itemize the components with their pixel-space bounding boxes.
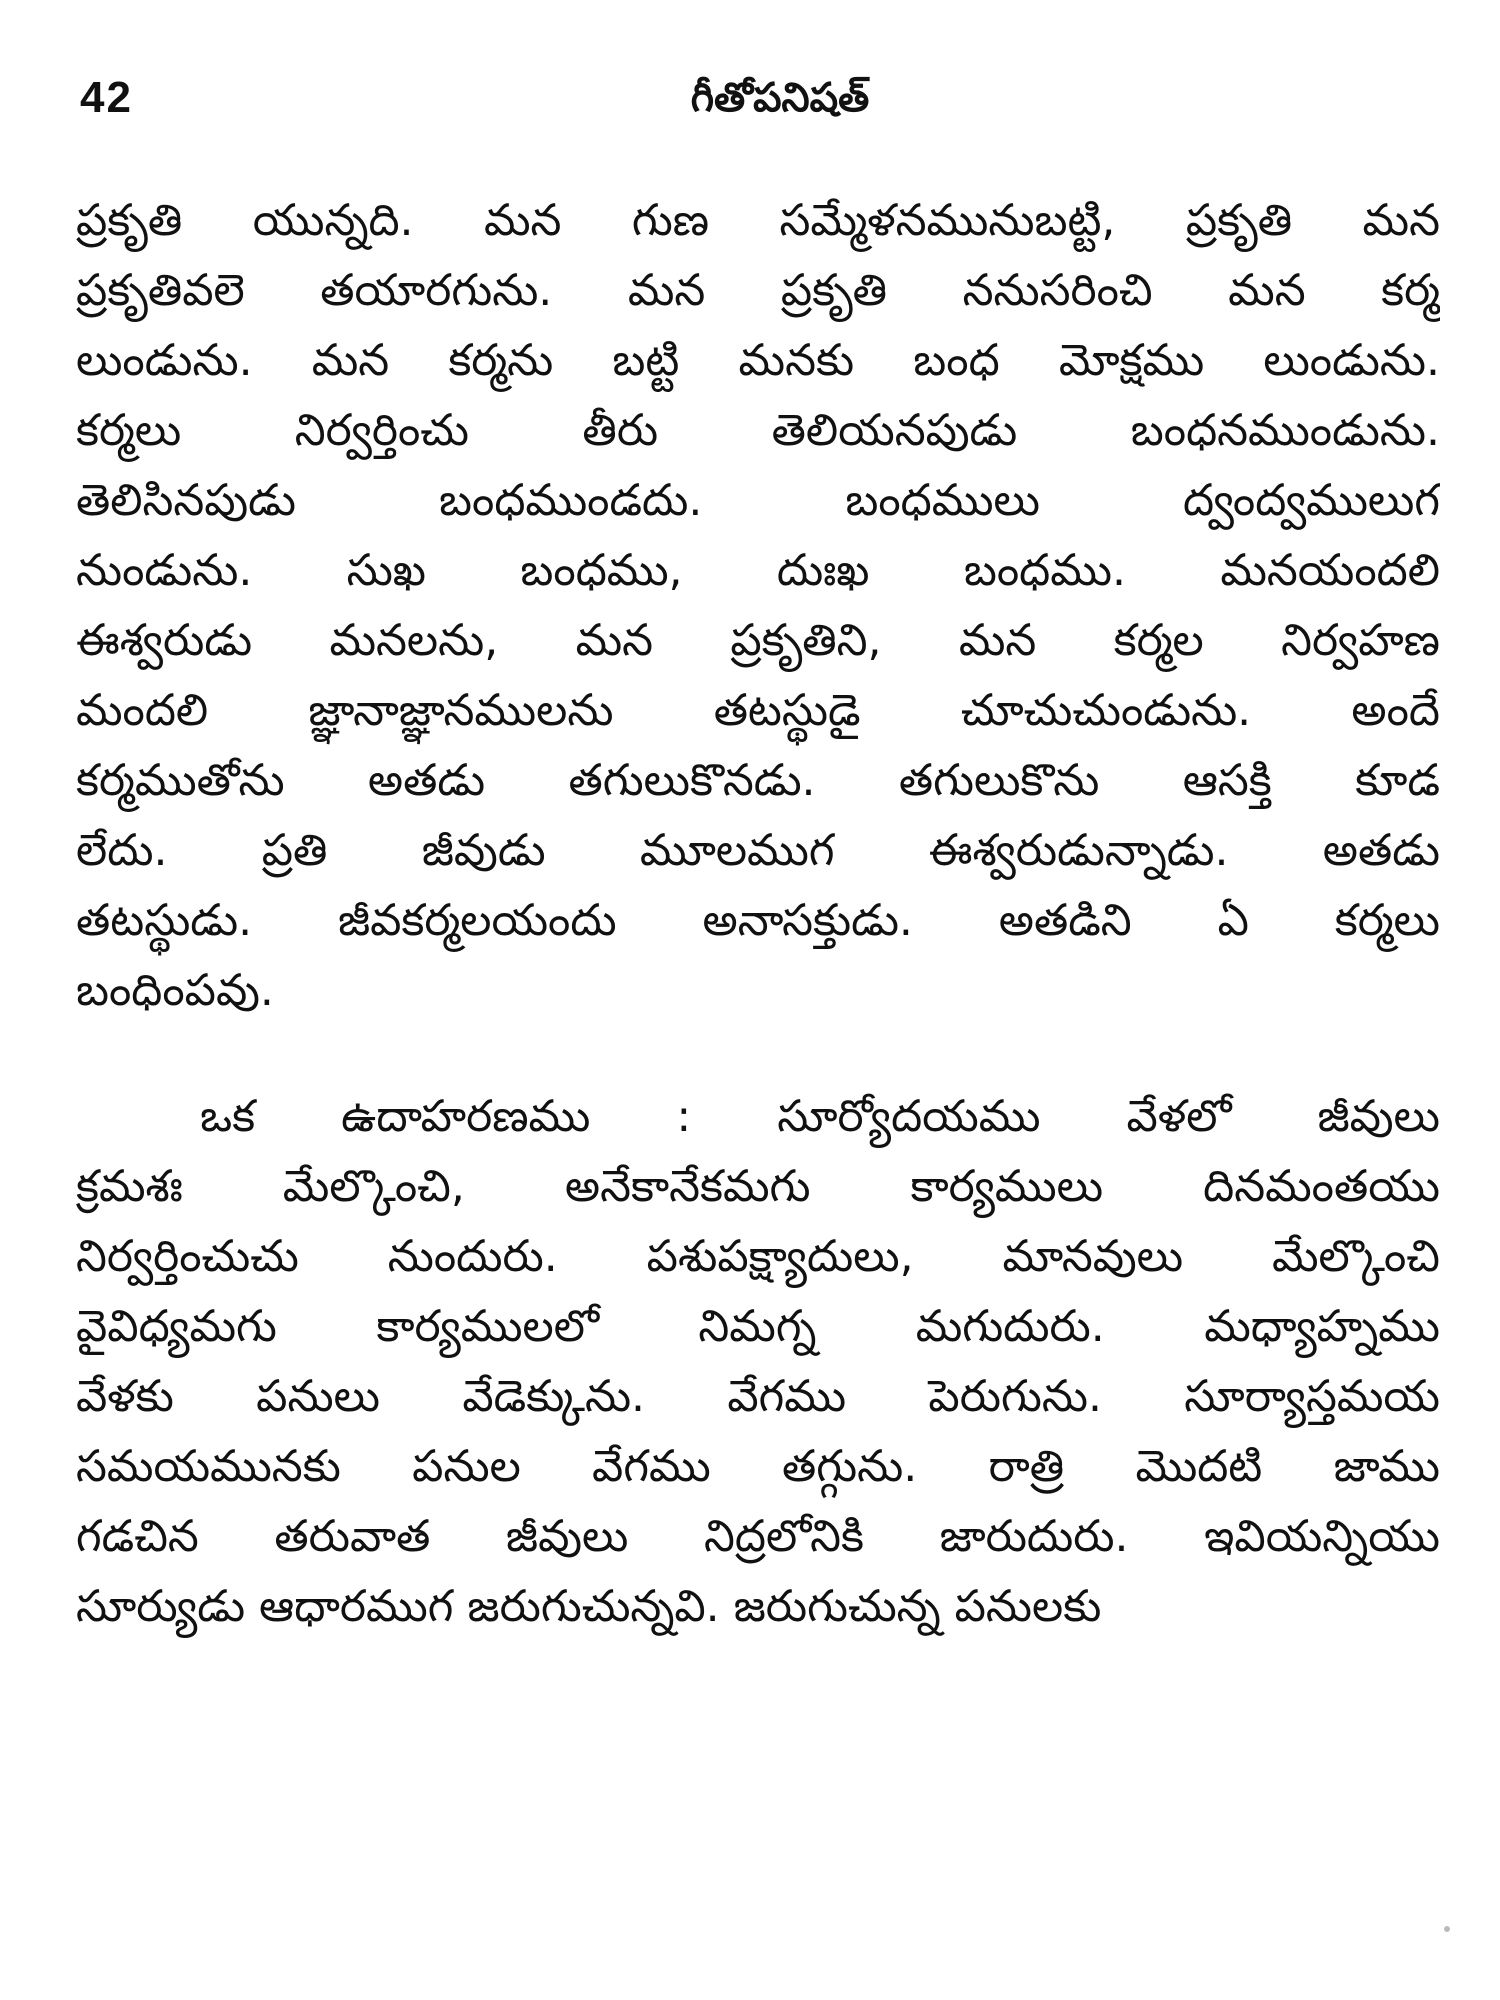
paragraph-2 (76, 1082, 1440, 1642)
page-header (80, 68, 1440, 128)
running-title: గీతోపనిషత్ (690, 75, 870, 121)
paragraph-1 (76, 186, 1440, 1026)
text-line: ప్రకృతివలె తయారగును. మన ప్రకృతి ననుసరించి మన కర్మ (76, 265, 1440, 316)
text-line: ప్రకృతి యున్నది. మన గుణ సమ్మేళనమునుబట్టి, ప్రకృతి మన (76, 195, 1440, 246)
text-line: గడచిన తరువాత జీవులు నిద్రలోనికి జారుదురు. ఇవియన్నియు (76, 1511, 1440, 1562)
text-line: మందలి జ్ఞానాజ్ఞానములను తటస్థుడై చూచుచుండును. అందే (76, 685, 1440, 736)
text-line: సమయమునకు పనుల వేగము తగ్గును. రాత్రి మొదటి జాము (76, 1441, 1440, 1492)
text-line: బంధింపవు. (76, 965, 274, 1016)
text-line: నిర్వర్తించుచు నుందురు. పశుపక్ష్యాదులు, మానవులు మేల్కొంచి (76, 1231, 1440, 1282)
text-line: తెలిసినపుడు బంధముండదు. బంధములు ద్వంద్వములుగ (76, 475, 1440, 526)
text-line: కర్మముతోను అతడు తగులుకొనడు. తగులుకొను ఆసక్తి కూడ (76, 755, 1440, 806)
body-text (76, 186, 1440, 1642)
text-line: క్రమశః మేల్కొంచి, అనేకానేకమగు కార్యములు దినమంతయు (76, 1161, 1440, 1212)
text-line: లుండును. మన కర్మను బట్టి మనకు బంధ మోక్షము లుండును. (76, 335, 1440, 386)
text-line: కర్మలు నిర్వర్తించు తీరు తెలియనపుడు బంధనముండును. (76, 405, 1440, 456)
text-line: వేళకు పనులు వేడెక్కును. వేగము పెరుగును. సూర్యాస్తమయ (76, 1371, 1440, 1422)
text-line: ఈశ్వరుడు మనలను, మన ప్రకృతిని, మన కర్మల నిర్వహణ (76, 615, 1440, 666)
paper-speck (1444, 1926, 1450, 1932)
text-line: వైవిధ్యమగు కార్యములలో నిమగ్న మగుదురు. మధ్యాహ్నము (76, 1301, 1440, 1352)
text-line: నుండును. సుఖ బంధము, దుఃఖ బంధము. మనయందలి (76, 545, 1440, 596)
text-line: తటస్థుడు. జీవకర్మలయందు అనాసక్తుడు. అతడిని ఏ కర్మలు (76, 895, 1440, 946)
text-line: లేదు. ప్రతి జీవుడు మూలముగ ఈశ్వరుడున్నాడు. అతడు (76, 825, 1440, 876)
text-line: సూర్యుడు ఆధారముగ జరుగుచున్నవి. జరుగుచున్న పనులకు (76, 1581, 1102, 1632)
page-number: 42 (80, 73, 133, 122)
text-line: ఒక ఉదాహరణము : సూర్యోదయము వేళలో జీవులు (200, 1091, 1440, 1142)
